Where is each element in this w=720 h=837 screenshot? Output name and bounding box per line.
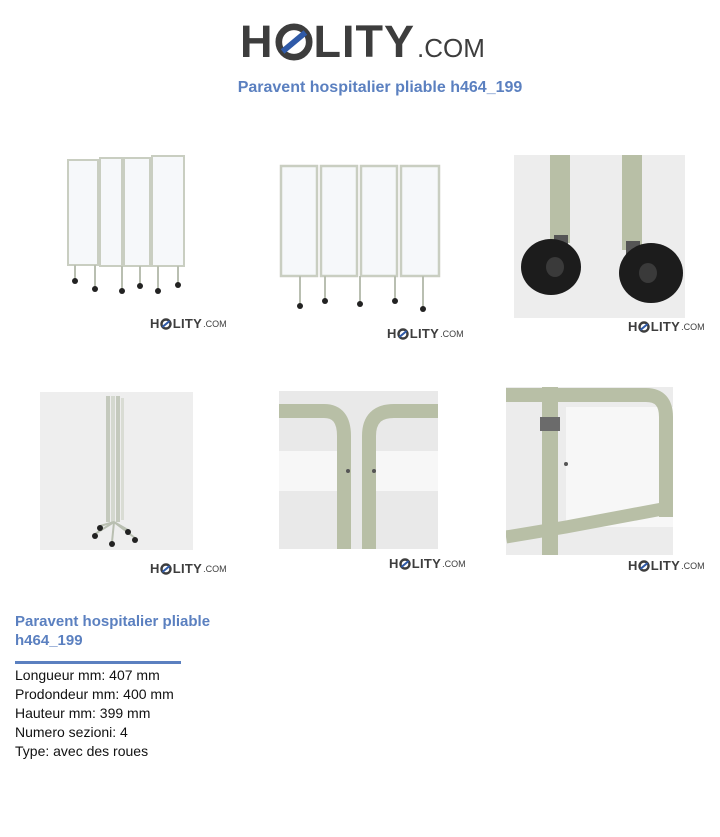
spec-depth: Prodondeur mm: 400 mm	[15, 686, 174, 702]
spec-length: Longueur mm: 407 mm	[15, 667, 160, 683]
watermark-logo: H LITY .COM	[628, 558, 705, 573]
frame-leg-closeup-photo[interactable]	[506, 387, 673, 555]
folded-screen-side-photo[interactable]	[40, 392, 193, 550]
watermark-logo: H LITY .COM	[387, 326, 464, 341]
brand-o-mark-icon	[160, 318, 172, 330]
brand-o-mark-icon	[160, 563, 172, 575]
brand-o-mark-icon	[399, 558, 411, 570]
brand-o-mark-icon	[275, 23, 313, 61]
frame-hinge-closeup-photo[interactable]	[279, 391, 438, 549]
watermark-logo: H LITY .COM	[389, 556, 466, 571]
caster-wheels-closeup-photo[interactable]	[514, 155, 685, 318]
watermark-logo: H LITY .COM	[628, 319, 705, 334]
brand-domain: .COM	[417, 33, 485, 63]
brand-name-lity: LITY	[313, 16, 415, 67]
brand-o-mark-icon	[638, 321, 650, 333]
page-title: Paravent hospitalier pliable h464_199	[237, 79, 523, 96]
product-title: Paravent hospitalier pliable h464_199	[15, 613, 211, 649]
folding-screen-flat-photo[interactable]	[275, 160, 445, 315]
brand-o-mark-icon	[638, 560, 650, 572]
brand-logo[interactable]	[240, 16, 485, 67]
folding-screen-front-photo[interactable]	[60, 150, 190, 295]
brand-name-h: H	[240, 16, 274, 67]
watermark-logo: H LITY .COM	[150, 561, 227, 576]
spec-sections: Numero sezioni: 4	[15, 724, 128, 740]
product-specs-list	[15, 666, 174, 761]
brand-o-mark-icon	[397, 328, 409, 340]
spec-type: Type: avec des roues	[15, 743, 149, 759]
title-divider	[15, 661, 181, 664]
spec-height: Hauteur mm: 399 mm	[15, 705, 151, 721]
watermark-logo: H LITY .COM	[150, 316, 227, 331]
